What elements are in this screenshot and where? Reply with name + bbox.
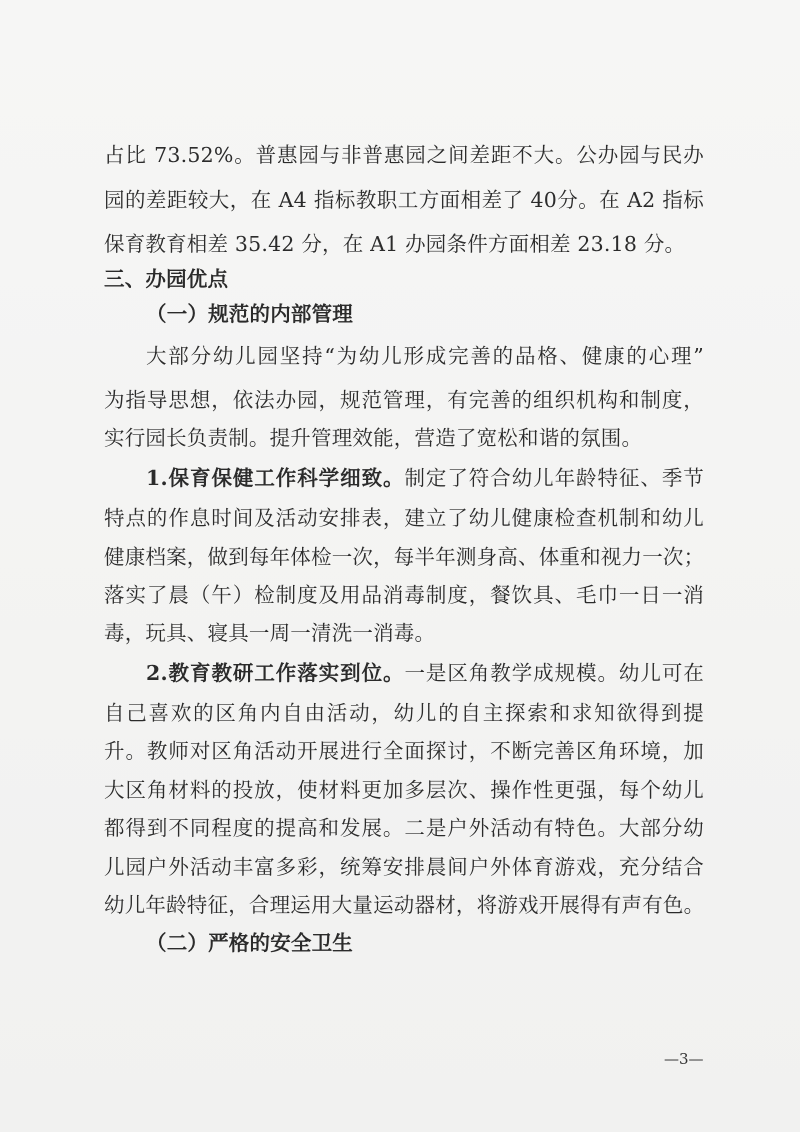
item-1-line-1	[146, 463, 704, 493]
item-1-line-5: 毒，玩具、寝具一周一清洗一消毒。	[104, 621, 436, 645]
paragraph-1-line-1: 大部分幼儿园坚持“为幼儿形成完善的品格、健康的心理”	[146, 344, 704, 368]
body-line-1: 占比 73.52%。普惠园与非普惠园之间差距不大。公办园与民办	[104, 143, 704, 167]
item-1-title: 1.保育保健工作科学细致。	[146, 466, 405, 490]
body-line-3: 保育教育相差 35.42 分，在 A1 办园条件方面相差 23.18 分。	[104, 232, 686, 256]
subsection-heading-1: （一）规范的内部管理	[146, 302, 353, 326]
item-1-line-2: 特点的作息时间及活动安排表，建立了幼儿健康检查机制和幼儿	[104, 506, 704, 530]
item-1-first-rest: 制定了符合幼儿年龄特征、季节	[404, 466, 704, 490]
item-2-line-4: 大区角材料的投放，使材料更加多层次、操作性更强，每个幼儿	[104, 778, 704, 802]
paragraph-1-line-3: 实行园长负责制。提升管理效能，营造了宽松和谐的氛围。	[104, 426, 643, 450]
item-2-line-3: 升。教师对区角活动开展进行全面探讨，不断完善区角环境，加	[104, 739, 704, 763]
item-1-line-4: 落实了晨（午）检制度及用品消毒制度，餐饮具、毛巾一日一消	[104, 583, 704, 607]
subsection-heading-2: （二）严格的安全卫生	[146, 931, 353, 955]
item-2-title: 2.教育教研工作落实到位。	[146, 661, 405, 685]
item-1-line-3: 健康档案，做到每年体检一次，每半年测身高、体重和视力一次；	[104, 545, 705, 569]
page-number: —3—	[664, 1050, 704, 1068]
item-2-line-6: 儿园户外活动丰富多彩，统筹安排晨间户外体育游戏，充分结合	[104, 855, 704, 879]
section-heading: 三、办园优点	[104, 267, 229, 291]
item-2-first-rest: 一是区角教学成规模。幼儿可在	[404, 661, 704, 685]
item-2-line-5: 都得到不同程度的提高和发展。二是户外活动有特色。大部分幼	[104, 816, 704, 840]
item-2-line-7: 幼儿年龄特征，合理运用大量运动器材，将游戏开展得有声有色。	[104, 893, 705, 917]
paragraph-1-line-2: 为指导思想，依法办园，规范管理，有完善的组织机构和制度，	[104, 388, 704, 412]
item-2-line-2: 自己喜欢的区角内自由活动，幼儿的自主探索和求知欲得到提	[104, 701, 704, 725]
item-2-line-1	[146, 658, 704, 688]
body-line-2: 园的差距较大，在 A4 指标教职工方面相差了 40分。在 A2 指标	[104, 188, 704, 212]
